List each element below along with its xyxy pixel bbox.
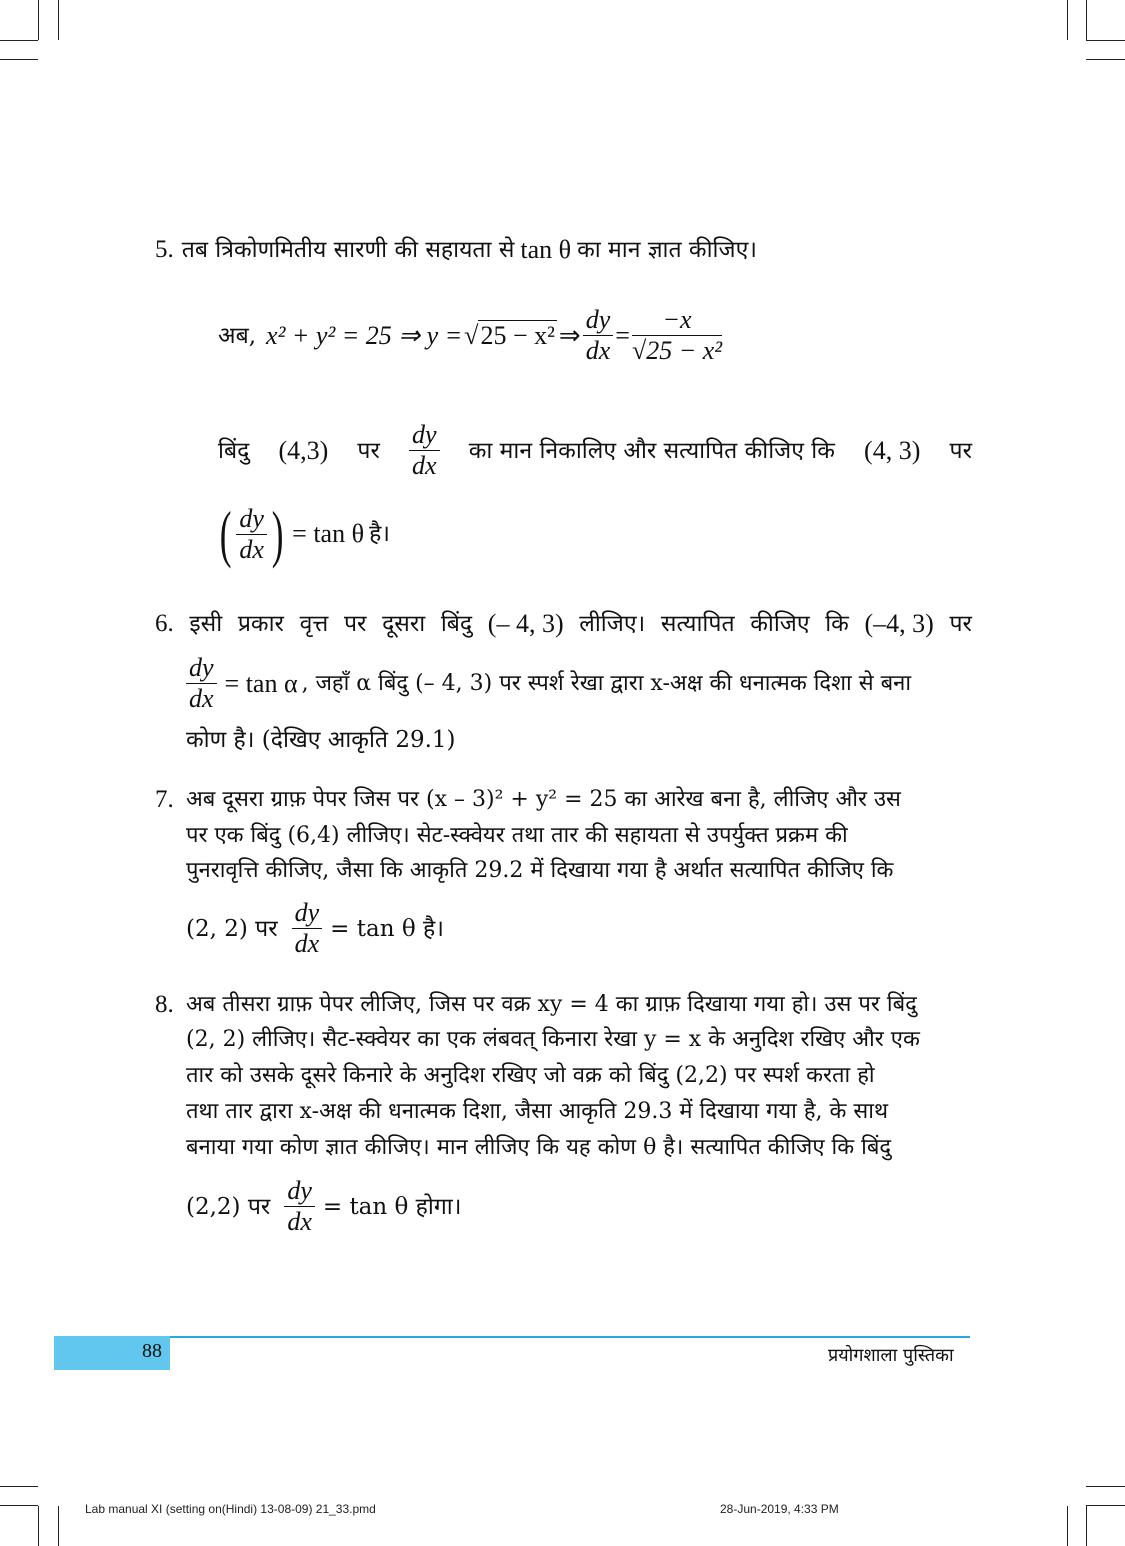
word: प्रकार — [237, 611, 284, 637]
crop-mark — [0, 59, 38, 60]
denominator: dx — [189, 684, 214, 713]
eq-prefix: अब, — [218, 322, 257, 349]
item-8-line4: तथा तार द्वारा x-अक्ष की धनात्मक दिशा, जैसा आकृति 29.3 में दिखाया गया है, के साथ — [186, 1099, 889, 1124]
item-7-line3: पुनरावृत्ति कीजिए, जैसा कि आकृति 29.2 में दिखाया गया है अर्थात सत्यापित कीजिए कि — [186, 858, 894, 883]
numerator: dy — [236, 504, 267, 535]
implies: ⇒ — [558, 320, 581, 350]
crop-mark — [0, 40, 38, 41]
item-5-equation — [218, 305, 722, 366]
word: बिंदु — [440, 611, 473, 637]
crop-mark — [1067, 1506, 1068, 1546]
word: पर — [343, 611, 367, 637]
numerator: −x — [632, 305, 722, 336]
crop-mark — [0, 1505, 38, 1506]
sqrt-sign: √ — [464, 320, 479, 350]
eq-tan: = tan θ — [292, 519, 365, 548]
crop-mark — [1086, 1486, 1125, 1487]
word: इसी — [189, 611, 223, 637]
eq-prefix: (2,2) पर — [186, 1193, 271, 1220]
point: (–4, 3) — [864, 609, 934, 638]
dy-dx-fraction — [284, 1176, 315, 1237]
dy-dx-fraction — [409, 420, 440, 481]
numerator: dy — [186, 653, 217, 684]
right-paren: ) — [271, 498, 284, 569]
word: पर — [949, 611, 972, 637]
result-fraction — [632, 305, 722, 366]
item-8-line3: तार को उसके दूसरे किनारे के अनुदिश रखिए जो वक्र को बिंदु (2,2) पर स्पर्श करता हो — [186, 1063, 875, 1088]
item-text: पर — [949, 437, 972, 464]
crop-mark — [58, 1506, 59, 1546]
word: सत्यापित — [660, 611, 735, 637]
item-7-number: 7. — [155, 786, 174, 813]
item-6-line3: कोण है। (देखिए आकृति 29.1) — [186, 727, 456, 753]
numerator: dy — [284, 1176, 315, 1207]
item-text: , जहाँ α बिंदु (– 4, 3) पर स्पर्श रेखा द्वारा x-अक्ष की धनात्मक दिशा से बना — [301, 670, 912, 696]
item-5-line2 — [218, 420, 972, 481]
item-8-line5: बनाया गया कोण ज्ञात कीजिए। मान लीजिए कि यह कोण θ है। सत्यापित कीजिए कि बिंदु — [186, 1135, 892, 1160]
numerator: dy — [409, 420, 440, 451]
eq-part1: x² + y² = 25 ⇒ y = — [266, 320, 463, 350]
word: लीजिए। — [579, 611, 646, 637]
crop-mark — [1067, 0, 1068, 40]
denominator: dx — [239, 534, 264, 564]
eq-prefix: (2, 2) पर — [186, 915, 278, 942]
crop-mark — [1086, 0, 1087, 40]
word: वृत्त — [299, 611, 329, 637]
word: कि — [825, 611, 849, 637]
denominator: dx — [294, 929, 320, 958]
item-text: पर — [357, 437, 380, 464]
word: कीजिए — [750, 611, 810, 637]
denominator: √25 − x² — [631, 336, 723, 365]
crop-mark — [1086, 40, 1125, 41]
word: दूसरा — [382, 611, 426, 637]
item-8-line2: (2, 2) लीजिए। सैट-स्क्वेयर का एक लंबवत् किनारा रेखा y = x के अनुदिश रखिए और एक — [186, 1027, 920, 1052]
item-text: बिंदु — [218, 437, 250, 464]
eq-suffix: = tan θ होगा। — [322, 1193, 462, 1220]
eq-tan: = tan α — [224, 668, 298, 698]
crop-mark — [38, 0, 39, 40]
item-8-number: 8. — [155, 991, 174, 1018]
crop-mark — [1086, 1506, 1087, 1546]
point: (– 4, 3) — [487, 609, 564, 638]
item-6-line1 — [155, 606, 972, 642]
item-8-line1: अब तीसरा ग्राफ़ पेपर लीजिए, जिस पर वक्र xy = 4 का ग्राफ़ दिखाया गया हो। उस पर बिंदु — [186, 992, 917, 1017]
tan-theta: tan θ — [520, 235, 572, 264]
item-text: तब त्रिकोणमितीय सारणी की सहायता से — [181, 237, 515, 263]
denominator: dx — [412, 451, 437, 480]
dy-dx-fraction — [583, 305, 614, 366]
item-text: का मान ज्ञात कीजिए। — [577, 237, 758, 263]
footer-rule — [170, 1336, 970, 1338]
crop-mark — [58, 0, 59, 40]
equals: = — [615, 320, 630, 350]
numerator: dy — [583, 305, 614, 336]
dy-dx-fraction — [292, 898, 323, 959]
item-7-line1: अब दूसरा ग्राफ़ पेपर जिस पर (x – 3)² + y² = 25 का आरेख बना है, लीजिए और उस — [186, 787, 901, 812]
denominator: dx — [585, 336, 611, 365]
item-5-line3 — [215, 498, 390, 569]
denominator: dx — [287, 1207, 312, 1236]
page-number: 88 — [142, 1340, 162, 1362]
left-paren: ( — [219, 498, 232, 569]
item-6-line2 — [186, 653, 972, 714]
point: (4,3) — [278, 435, 329, 465]
sqrt-body: 25 − x² — [646, 336, 723, 365]
crop-mark — [0, 1486, 38, 1487]
item-7-line2: पर एक बिंदु (6,4) लीजिए। सेट-स्क्वेयर तथा तार की सहायता से उपर्युक्त प्रक्रम की — [186, 823, 848, 848]
item-text: है। — [369, 521, 390, 547]
item-number: 5. — [155, 236, 174, 263]
point: (4, 3) — [864, 435, 921, 465]
item-5-line1 — [155, 232, 757, 268]
slug-date: 28-Jun-2019, 4:33 PM — [720, 1502, 839, 1516]
crop-mark — [1086, 1505, 1125, 1506]
numerator: dy — [292, 898, 323, 929]
dy-dx-fraction — [186, 653, 217, 714]
dy-dx-fraction — [236, 504, 267, 565]
item-7-equation — [186, 898, 444, 959]
crop-mark — [38, 1506, 39, 1546]
book-title: प्रयोगशाला पुस्तिका — [828, 1345, 954, 1366]
item-8-equation — [186, 1176, 461, 1237]
item-number: 6. — [155, 610, 174, 637]
item-text: का मान निकालिए और सत्यापित कीजिए कि — [468, 437, 835, 464]
sqrt-body: 25 − x² — [480, 321, 555, 350]
slug-filename: Lab manual XI (setting on(Hindi) 13-08-09) 21_33.pmd — [85, 1502, 376, 1516]
crop-mark — [1086, 59, 1125, 60]
eq-suffix: = tan θ है। — [330, 915, 444, 942]
